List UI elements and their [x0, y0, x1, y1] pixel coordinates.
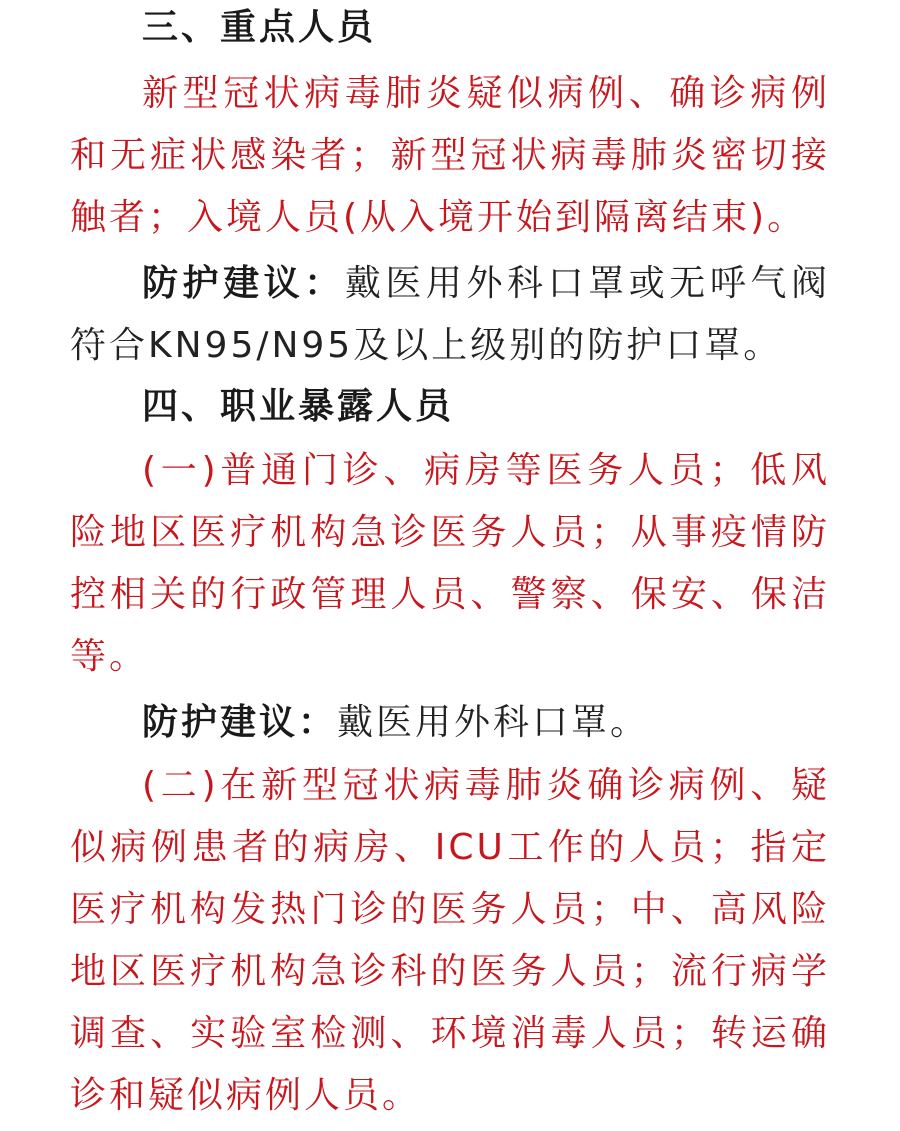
section-4-advice-text: 戴医用外科口罩。: [337, 702, 650, 743]
section-3-advice-label: 防护建议：: [142, 263, 345, 304]
section-4-group-1-paragraph: (一)普通门诊、病房等医务人员；低风险地区医疗机构急诊医务人员；从事疫情防控相关的行政管理人员、警察、保安、保洁等。: [70, 450, 830, 677]
section-3-people-paragraph: 新型冠状病毒肺炎疑似病例、确诊病例和无症状感染者；新型冠状病毒肺炎密切接触者；入境人员(从入境开始到隔离结束)。: [70, 73, 830, 238]
section-3-heading: 三、重点人员: [142, 7, 377, 48]
section-4-heading: 四、职业暴露人员: [142, 386, 455, 427]
section-4-advice-paragraph: [70, 692, 830, 754]
section-3-advice-text: 戴医用外科口罩或无呼气阀符合KN95/N95及以上级别的防护口罩。: [70, 263, 830, 366]
section-4-group-2-paragraph: (二)在新型冠状病毒肺炎确诊病例、疑似病例患者的病房、ICU工作的人员；指定医疗机构发热门诊的医务人员；中、高风险地区医疗机构急诊科的医务人员；流行病学调查、实验室检测、环境消毒人员；转运确诊和疑似病例人员。: [70, 765, 830, 1116]
section-3-advice-paragraph: [70, 253, 830, 377]
section-4-advice-label: 防护建议：: [142, 702, 338, 743]
